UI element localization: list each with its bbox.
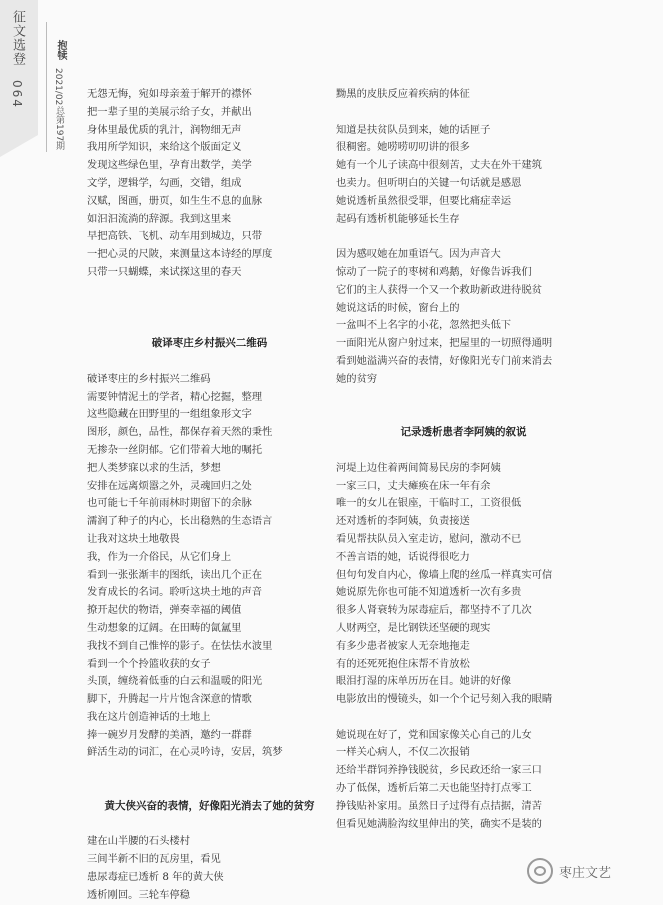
text-line: 我找不到自己惟悴的影子。在怯怯水波里 [87,639,273,652]
right-block1 [336,86,591,104]
text-line: 撩开起伏的物语，弹奏幸福的阈值 [87,604,242,617]
right-block2 [336,122,591,229]
text-line: 有多少患者被家人无奈地拖走 [336,639,470,652]
text-line: 汉赋，图画，册页，如生生不息的血脉 [87,194,263,207]
text-line: 无怨无悔，宛如母亲羞于解开的襟怀 [87,88,252,100]
poem4-title: 记录透析患者李阿姨的叙说 [400,426,527,439]
text-line: 但看见她满脸沟纹里伸出的笑，确实不是装的 [336,817,542,830]
text-line: 一盆叫不上名字的小花，忽然把头低下 [336,319,512,332]
text-line: 人财两空，是比钢铁还坚硬的现实 [336,621,491,634]
text-line: 很多人肾衰转为尿毒症后，都坚持不了几次 [336,604,532,617]
text-line: 图形，颜色，品性，都保存着天然的秉性 [87,426,273,439]
text-line: 很稠密。她唠唠叨叨讲的很多 [336,141,470,154]
text-line: 头顶，缠绕着低垂的白云和温暖的阳光 [87,675,263,688]
text-line: 身体里最优质的乳汁，润物细无声 [87,123,242,136]
text-line: 因为感叹她在加重语气。因为声音大 [336,248,501,261]
text-line: 办了低保，透析后第二天也能坚持打点零工 [336,782,532,795]
text-line: 只带一只蝴蝶，来试探这里的春天 [87,265,242,278]
text-line: 她说透析虽然很受罪，但要比痛症幸运 [336,194,512,207]
text-line: 让我对这块土地敬畏 [87,532,180,545]
text-line: 她的贫穷 [336,372,378,385]
text-line: 挣钱贴补家用。虽然日子过得有点拮据，清苦 [336,799,542,812]
text-line: 也卖力。但听明白的关键一句话就是感恩 [336,176,522,189]
text-line: 捧一碗岁月发酵的美酒，邀约一群群 [87,728,252,741]
watermark-text: 枣庄文艺 [559,865,612,881]
text-line: 电影放出的慢镜头，如一个个记号刻入我的眼睛 [336,693,553,706]
left-block1 [87,86,332,282]
text-line: 我在这片创造神话的土地上 [87,710,211,723]
poem3-title: 黄大侠兴奋的表情，好像阳光消去了她的贫穷 [104,799,315,812]
text-line: 早把高铁、飞机、动车用到城边，只带 [87,230,263,243]
text-line: 这些隐藏在田野里的一组组象形文字 [87,408,252,421]
text-line: 惊动了一院子的枣树和鸡鹅，好像告诉我们 [336,265,532,278]
text-line: 需要钟情泥土的学者，精心挖掘，整理 [87,390,263,403]
text-line: 文学，逻辑学，勾画，交错，组成 [87,176,242,189]
text-line: 安排在远离烦嚣之外，灵魂回归之处 [87,479,252,492]
text-line: 生动想象的辽阔。在田畴的氤氲里 [87,621,242,634]
text-line: 看到一张张渐丰的图纸，读出几个正在 [87,568,263,581]
text-line: 河堤上边住着两间简易民房的李阿姨 [336,461,501,474]
text-line: 一把心灵的尺陂，来测量这本诗经的厚度 [87,248,273,261]
text-line: 一家三口，丈夫瘫痪在床一年有余 [336,479,491,492]
text-line: 黝黑的皮肤反应着疾病的体征 [336,88,470,100]
header-divider [46,22,47,152]
wechat-icon [527,858,553,884]
text-line: 三间半新不旧的瓦房里，看见 [87,853,221,866]
text-line: 她有一个儿子读高中很刻苦，丈夫在外干建筑 [336,159,542,172]
text-line: 我用所学知识，来给这个版面定义 [87,141,242,154]
text-line: 濡润了种子的内心，长出稳熟的生态语言 [87,515,273,528]
text-line: 把一辈子里的美展示给子女，并献出 [87,105,252,118]
text-line: 鲜活生动的词汇，在心灵吟诗，安居，筑梦 [87,746,283,759]
text-line: 发现这些绿色里，孕育出数学，美学 [87,159,252,172]
text-line: 知道是扶贫队员到来，她的话匣子 [336,123,491,136]
text-line: 起码有透析机能够延长生存 [336,212,460,225]
right-column [336,86,591,833]
text-line: 一样关心病人，不仅二次报销 [336,746,470,759]
poem2-title: 破译枣庄乡村振兴二维码 [151,337,268,350]
text-line: 看到她溢满兴奋的表情，好像阳光专门前来消去 [336,354,553,367]
text-line: 但句句发自内心，像墙上爬的丝瓜一样真实可信 [336,568,553,581]
text-line: 她说原先你也可能不知道透析一次有多贵 [336,586,522,599]
watermark [527,858,611,884]
page-number: 064 [10,80,24,109]
text-line: 透析刚回。三轮车停稳 [87,888,190,901]
text-line: 有的还死死抱住床帮不肯放松 [336,657,470,670]
poem3-body [87,833,332,904]
magazine-issue: 2021/02 [53,68,63,106]
section-tab-corner [0,135,38,157]
poem2-body [87,371,332,763]
text-line: 看到一个个拎篮收获的女子 [87,657,211,670]
text-line: 唯一的女儿在银座，干临时工，工资很低 [336,497,522,510]
text-line: 她说现在好了，党和国家像关心自己的儿女 [336,728,532,741]
text-line: 眼泪打湿的床单历历在目。她讲的好像 [336,675,512,688]
text-line: 把人类梦寐以求的生活，梦想 [87,461,221,474]
text-line: 也可能七千年前雨林时期留下的余脉 [87,497,252,510]
text-line: 一面阳光从窗户射过来，把屋里的一切照得通明 [336,337,553,350]
text-line: 脚下，升腾起一片片饱含深意的情歌 [87,693,252,706]
text-line: 她说这话的时候，窗台上的 [336,301,460,314]
right-block3 [336,246,591,388]
text-line: 看见帮扶队员入室走访，慰问，激动不已 [336,532,522,545]
text-line: 还给半群饲养挣钱脱贫，乡民政还给一家三口 [336,764,542,777]
right-block5 [336,727,591,834]
text-line: 建在山半腰的石头楼村 [87,835,190,848]
text-line: 不善言语的她，话说得很吃力 [336,550,470,563]
section-label: 征文选登 [10,10,25,66]
magazine-title: 抱犊 [55,40,66,60]
text-line: 我，作为一介俗民，从它们身上 [87,550,232,563]
poem4-body [336,460,591,709]
left-column [87,86,332,905]
text-line: 它们的主人获得一个又一个救助新政进待脱贫 [336,283,542,296]
text-line: 还对透析的李阿姨，负责接送 [336,515,470,528]
text-line: 发育成长的名词。聆听这块土地的声音 [87,586,263,599]
text-line: 破译枣庄的乡村振兴二维码 [87,372,211,385]
text-line: 无掺杂一丝阴郁。它们带着大地的嘱托 [87,443,263,456]
text-line: 如汩汩流淌的辞源。我到这里来 [87,212,232,225]
text-line: 患尿毒症已透析 8 年的黄大侠 [87,871,224,884]
magazine-total-issue: 总第197期 [54,106,64,151]
